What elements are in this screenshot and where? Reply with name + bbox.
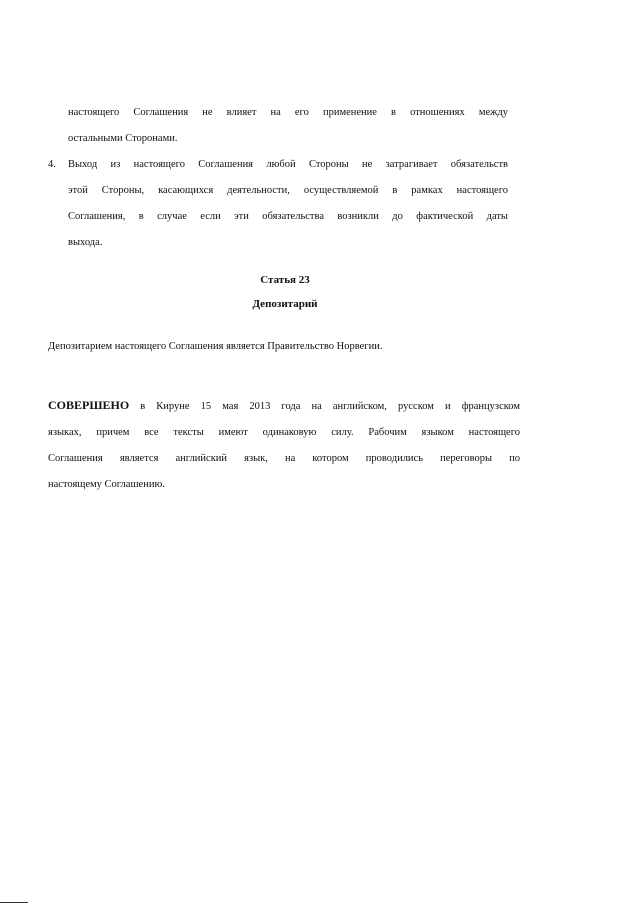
text-line: остальными Сторонами. (68, 133, 178, 144)
text-line: настоящему Соглашению. (48, 479, 165, 490)
text-line: этой Стороны, касающихся деятельности, осуществляемой в рамках настоящего (68, 185, 508, 196)
text-line: Соглашения является английский язык, на котором проводились переговоры по (48, 453, 520, 464)
paragraph-continuation (68, 100, 508, 152)
done-first-line-rest: в Кируне 15 мая 2013 года на английском, русском и французском (140, 401, 520, 412)
item-4-paragraph (68, 152, 508, 256)
done-paragraph (48, 392, 520, 498)
scan-edge-mark (0, 902, 28, 903)
text-line: Соглашения, в случае если эти обязательства возникли до фактической даты (68, 211, 508, 222)
article-title: Депозитарий (252, 298, 318, 310)
text-line: языках, причем все тексты имеют одинаковую силу. Рабочим языком настоящего (48, 427, 520, 438)
text-line (48, 392, 520, 420)
text-line: Выход из настоящего Соглашения любой Стороны не затрагивает обязательств (68, 159, 508, 170)
text-line: настоящего Соглашения не влияет на его применение в отношениях между (68, 107, 508, 118)
article-number: Статья 23 (260, 274, 310, 286)
depositary-paragraph (48, 334, 508, 360)
text-line: выхода. (68, 237, 103, 248)
text-line: Депозитарием настоящего Соглашения является Правительство Норвегии. (48, 341, 383, 352)
done-bold-word: СОВЕРШЕНО (48, 398, 130, 412)
item-number: 4. (48, 159, 56, 170)
